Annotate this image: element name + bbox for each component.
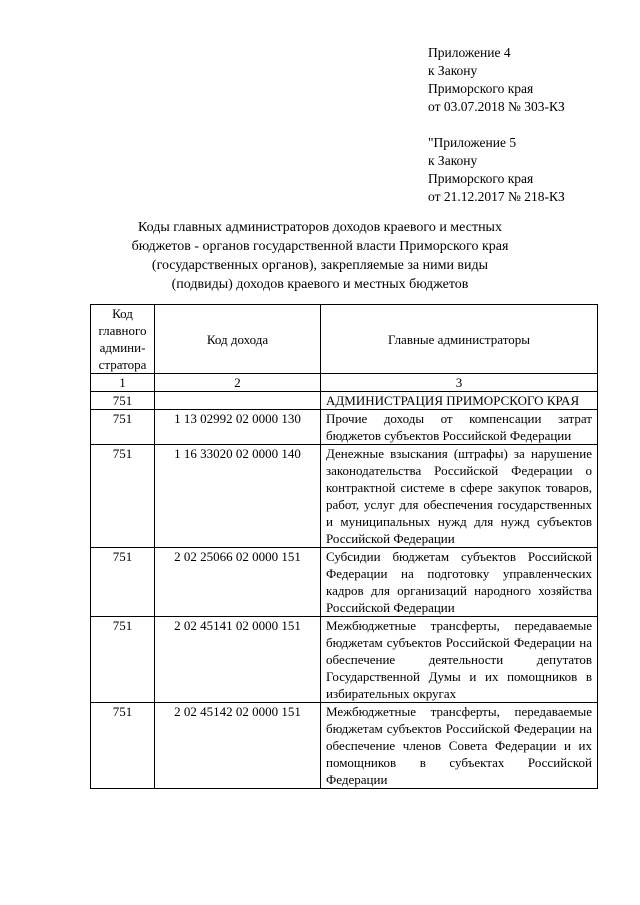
admin-code-cell: 751 [91, 445, 155, 548]
appendix-line: от 21.12.2017 № 218-КЗ [428, 189, 565, 204]
header-administrators: Главные администраторы [321, 305, 598, 374]
appendix-line: к Закону [428, 153, 478, 168]
appendix-header [428, 44, 565, 224]
administrator-name-cell: АДМИНИСТРАЦИЯ ПРИМОРСКОГО КРАЯ [321, 392, 598, 410]
column-number: 2 [155, 374, 321, 392]
table-header-row [91, 305, 598, 374]
title-line: (государственных органов), закрепляемые за ними виды [151, 258, 489, 273]
administrator-name-cell: Прочие доходы от компенсации затрат бюджетов субъектов Российской Федерации [321, 410, 598, 445]
appendix-line: "Приложение 5 [428, 135, 517, 150]
table-row [91, 548, 598, 617]
column-number: 1 [91, 374, 155, 392]
appendix-line: к Закону [428, 63, 478, 78]
table-row [91, 617, 598, 703]
administrator-name-cell: Субсидии бюджетам субъектов Российской Федерации на подготовку управленческих кадров для организаций народного хозяйства Российской Федерации [321, 548, 598, 617]
appendix-line: от 03.07.2018 № 303-КЗ [428, 99, 565, 114]
revenue-code-cell [155, 392, 321, 410]
title-line: бюджетов - органов государственной власти Приморского края [131, 239, 509, 254]
appendix-4-block [428, 44, 565, 116]
table-row [91, 410, 598, 445]
table-row [91, 392, 598, 410]
revenue-code-cell: 1 13 02992 02 0000 130 [155, 410, 321, 445]
admin-code-cell: 751 [91, 548, 155, 617]
table-row [91, 703, 598, 789]
administrator-name-cell: Межбюджетные трансферты, передаваемые бюджетам субъектов Российской Федерации на обеспечение деятельности депутатов Государственной Думы и их помощников в избирательных округах [321, 617, 598, 703]
admin-code-cell: 751 [91, 703, 155, 789]
administrator-name-cell: Межбюджетные трансферты, передаваемые бюджетам субъектов Российской Федерации на обеспечение членов Совета Федерации и их помощников в субъектах Российской Федерации [321, 703, 598, 789]
revenue-code-cell: 1 16 33020 02 0000 140 [155, 445, 321, 548]
admin-code-cell: 751 [91, 392, 155, 410]
revenue-code-cell: 2 02 25066 02 0000 151 [155, 548, 321, 617]
revenue-code-cell: 2 02 45141 02 0000 151 [155, 617, 321, 703]
title-line: Коды главных администраторов доходов краевого и местных [138, 220, 502, 235]
revenue-code-cell: 2 02 45142 02 0000 151 [155, 703, 321, 789]
table-number-row [91, 374, 598, 392]
table-row [91, 445, 598, 548]
document-title [100, 218, 540, 294]
admin-code-cell: 751 [91, 410, 155, 445]
administrator-name-cell: Денежные взыскания (штрафы) за нарушение законодательства Российской Федерации о контрактной системе в сфере закупок товаров, работ, услуг для обеспечения государственных и муниципальных нужд для нужд субъектов Российской Федерации [321, 445, 598, 548]
header-admin-code: Код главного админи-стратора [91, 305, 155, 374]
appendix-line: Приложение 4 [428, 45, 511, 60]
column-number: 3 [321, 374, 598, 392]
title-line: (подвиды) доходов краевого и местных бюджетов [171, 277, 469, 292]
header-revenue-code: Код дохода [155, 305, 321, 374]
revenue-codes-table [90, 304, 598, 789]
appendix-line: Приморского края [428, 81, 534, 96]
appendix-5-block [428, 134, 565, 206]
admin-code-cell: 751 [91, 617, 155, 703]
appendix-line: Приморского края [428, 171, 534, 186]
